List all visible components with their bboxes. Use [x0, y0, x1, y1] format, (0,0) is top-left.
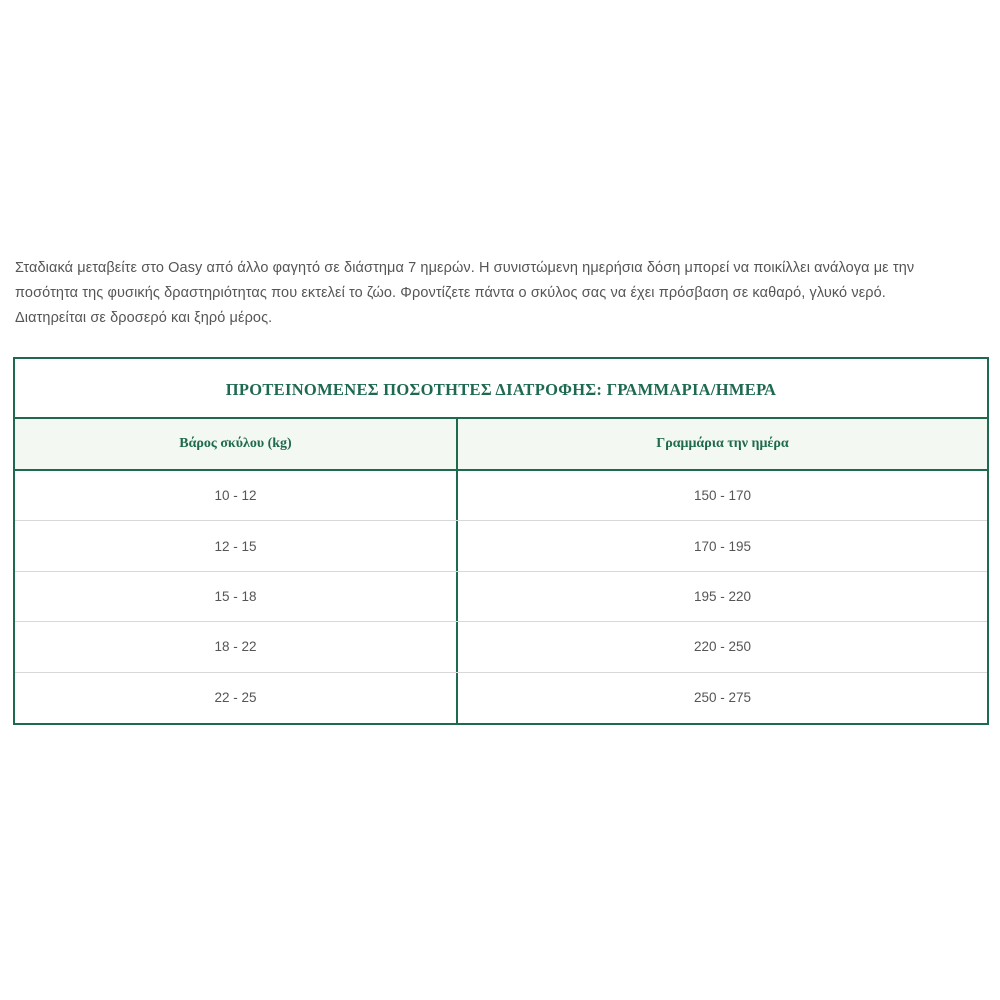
table-title-row — [15, 359, 987, 419]
grams-cell: 250 - 275 — [693, 690, 752, 706]
table-body — [15, 471, 987, 723]
weight-cell: 15 - 18 — [15, 572, 458, 621]
feeding-table — [13, 357, 989, 725]
grams-cell: 150 - 170 — [693, 488, 752, 504]
instructions-line: Σταδιακά μεταβείτε στο Oasy από άλλο φαγητό σε διάστημα 7 ημερών. Η συνιστώμενη ημερήσια δόση μπορεί να ποικίλλει ανάλογα με την — [15, 260, 915, 276]
table-row — [15, 622, 987, 672]
grams-cell: 220 - 250 — [693, 639, 752, 655]
table-row — [15, 572, 987, 622]
table-row — [15, 673, 987, 723]
grams-cell: 170 - 195 — [693, 538, 752, 554]
instructions-line: ποσότητα της φυσικής δραστηριότητας που εκτελεί το ζώο. Φροντίζετε πάντα ο σκύλος σας να έχει πρόσβαση σε καθαρό, γλυκό νερό. — [15, 285, 886, 301]
column-header-grams: Γραμμάρια την ημέρα — [656, 436, 789, 451]
column-header-weight: Βάρος σκύλου (kg) — [15, 419, 458, 469]
grams-cell: 195 - 220 — [693, 588, 752, 604]
table-title: ΠΡΟΤΕΙΝΟΜΕΝΕΣ ΠΟΣΟΤΗΤΕΣ ΔΙΑΤΡΟΦΗΣ: ΓΡΑΜΜΑΡΙΑ/ΗΜΕΡΑ — [225, 380, 777, 399]
weight-cell: 22 - 25 — [15, 673, 458, 723]
weight-cell: 10 - 12 — [15, 471, 458, 520]
weight-cell: 12 - 15 — [15, 521, 458, 570]
weight-cell: 18 - 22 — [15, 622, 458, 671]
feeding-instructions — [15, 256, 990, 331]
table-row — [15, 521, 987, 571]
table-header-row — [15, 419, 987, 471]
instructions-line: Διατηρείται σε δροσερό και ξηρό μέρος. — [15, 310, 273, 326]
table-row — [15, 471, 987, 521]
